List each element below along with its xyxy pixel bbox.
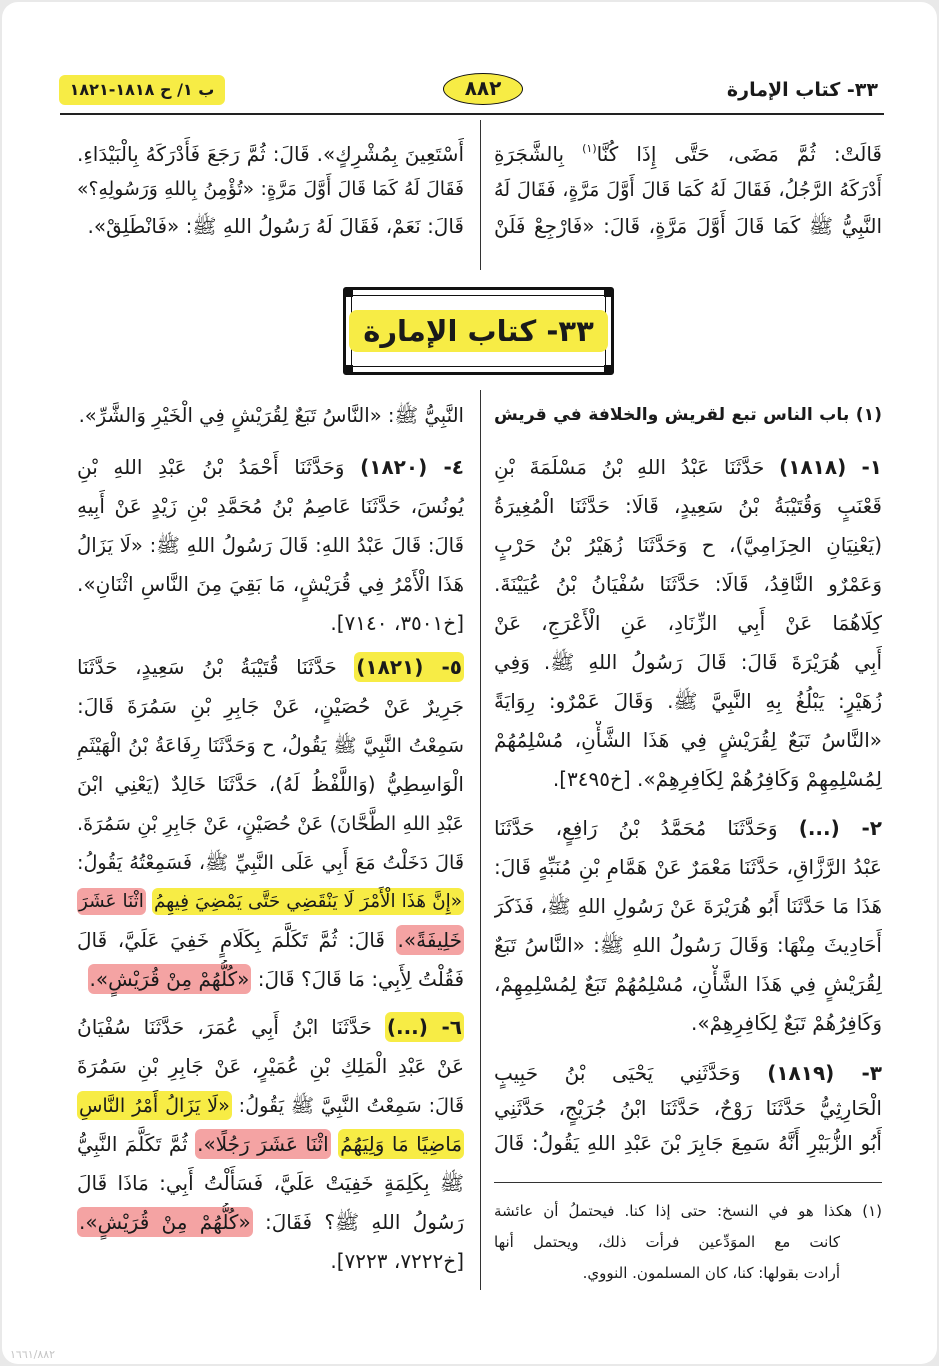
- text-line: [77, 648, 464, 687]
- text-line: لِمُسْلِمِهِمْ وَكَافِرُهُمْ لِكَافِرِهِمْ». [خ٣٤٩٥].: [552, 767, 882, 791]
- book-title-frame: [343, 287, 614, 375]
- text-line: [494, 448, 882, 487]
- text-line: أَحَادِيثَ مِنْهَا: وَقَالَ رَسُولُ اللهِ ﷺ: «النَّاسُ تَبَعٌ: [494, 933, 882, 957]
- highlight-pink: اثْنَا عَشَرَ: [77, 888, 146, 915]
- footnote-line: كانت مع الموَدِّعين فرأت ذلك، ويحتمل أنها: [494, 1233, 840, 1251]
- hadith-number: ٢- (...): [798, 816, 882, 840]
- text-line: قَالَ دَخَلْتُ مَعَ أَبِي عَلَى النَّبِيِّ ﷺ، فَسَمِعْتُهُ يَقُولُ:: [77, 851, 464, 874]
- highlight-pink: «كُلُّهُمْ مِنْ قُرَيْشٍ».: [77, 1207, 253, 1237]
- text-line: سَمِعْتُ النَّبِيَّ ﷺ يَقُولُ، ح وَحَدَّثَنَا رِفَاعَةُ بْنُ الْهَيْثَمِ: [77, 734, 464, 757]
- text-line: [خ٧٢٢٢، ٧٢٢٣].: [330, 1249, 464, 1273]
- text-line: الْحَارِثِيُّ حَدَّثَنَا رَوْحٌ، حَدَّثَنَا ابْنُ جُرَيْجٍ، حَدَّثَنِي: [494, 1096, 882, 1120]
- text-segment: حَدَّثَنَا قُتَيْبَةُ بْنُ سَعِيدٍ، حَدَّثَنَا: [77, 655, 337, 679]
- column-divider: [480, 390, 481, 1290]
- text-line: جَرِيرٌ عَنْ حُصَيْنٍ، عَنْ جَابِرِ بْنِ سَمُرَةَ قَالَ:: [77, 694, 464, 718]
- text-line: [77, 960, 464, 999]
- footnote-marker: (١): [582, 142, 597, 155]
- scan-footer-label: ١٦٦١/٨٨٢: [10, 1348, 56, 1361]
- footnote: [494, 1196, 882, 1289]
- page-number: ٨٨٢: [443, 73, 523, 105]
- text-segment: قَالَ: سَمِعْتُ النَّبِيَّ ﷺ يَقُولُ:: [238, 1094, 464, 1117]
- text-line: عَنْ عَبْدِ الْمَلِكِ بْنِ عُمَيْرٍ، عَنْ جَابِرِ بْنِ سَمُرَةَ: [77, 1054, 464, 1078]
- text-line: فَقَالَ لَهُ كَمَا قَالَ أَوَّلَ مَرَّةٍ: «تُؤْمِنُ بِاللهِ وَرَسُولِهِ؟»: [77, 179, 464, 200]
- top-left-continuation: [77, 136, 464, 244]
- hadith-number: ٤- (١٨٢٠): [360, 455, 464, 479]
- book-title: ٣٣- كتاب الإمارة: [349, 310, 608, 352]
- hadith-number: ١- (١٨١٨): [779, 455, 882, 479]
- text-line: وَكَافِرُهُمْ تَبَعٌ لِكَافِرِهِمْ».: [691, 1011, 882, 1035]
- header-rule: [60, 113, 884, 115]
- hadith-number-highlighted: ٦- (...): [385, 1012, 464, 1042]
- top-right-continuation: [494, 136, 882, 244]
- text-line: [494, 1056, 882, 1091]
- hadith-3: [494, 1056, 882, 1161]
- column-divider-top: [480, 120, 481, 270]
- text-line: النَّبِيُّ ﷺ كَمَا قَالَ أَوَّلَ مَرَّةٍ، قَالَ: «فَارْجِعْ فَلَنْ: [494, 214, 882, 238]
- text-line: لِقُرَيْشٍ فِي هَذَا الشَّأْنِ، مُسْلِمُهُمْ تَبَعٌ لِمُسْلِمِهِمْ،: [494, 972, 882, 996]
- text-line: (يَعْنِيَانِ الحِزَامِيَّ)، ح وَحَدَّثَنَا زُهَيْرُ بْنُ حَرْبٍ: [494, 533, 882, 557]
- text-line: قَعْنَبٍ وَقُتَيْبَةُ بْنُ سَعِيدٍ، قَالَا: حَدَّثَنَا الْمُغِيرَةُ: [494, 494, 882, 518]
- text-line: زُهَيْرٍ: يَبْلُغُ بِهِ النَّبِيَّ ﷺ. وَقَالَ عَمْرٌو: رِوَايَةً: [494, 689, 882, 713]
- text-line: [77, 1203, 464, 1242]
- text-line: هَذَا الْأَمْرُ فِي قُرَيْشٍ، مَا بَقِيَ مِنَ النَّاسِ اثْنَانِ».: [77, 572, 464, 596]
- text-line: «النَّاسُ تَبَعٌ لِقُرَيْشٍ فِي هَذَا الشَّأْنِ، مُسْلِمُهُمْ: [494, 728, 882, 752]
- text-line: هَذَا مَا حَدَّثَنَا أَبُو هُرَيْرَةَ عَنْ رَسُولِ اللهِ ﷺ، فَذَكَرَ: [494, 895, 882, 918]
- highlight-yellow: مَاضِيًا مَا وَلِيَهُمُ: [338, 1129, 464, 1159]
- hadith-4: [77, 448, 464, 643]
- text-line: النَّبِيُّ ﷺ: «النَّاسُ تَبَعٌ لِقُرَيْشٍ فِي الْخَيْرِ وَالشَّرِّ».: [78, 404, 464, 427]
- text-segment: ثُمَّ تَكَلَّمَ النَّبِيُّ: [77, 1132, 188, 1156]
- text-line: [77, 448, 464, 487]
- text-segment: وَحَدَّثَنَا مُحَمَّدُ بْنُ رَافِعٍ، حَدَّثَنَا: [494, 816, 778, 840]
- footnote-line: (١) هكذا هو في النسخ: حتى إذا كنا. فيحتملُ أن عائشة: [494, 1202, 882, 1220]
- highlight-yellow: «إِنَّ هَذَا الْأَمْرَ لَا يَنْقَضِي حَتَّى يَمْضِيَ فِيهِمُ: [152, 888, 464, 915]
- text-line: أَسْتَعِينَ بِمُشْرِكٍ». قَالَ: ثُمَّ رَجَعَ فَأَدْرَكَهُ بِالْبَيْدَاءِ.: [77, 142, 464, 166]
- footnote-line: أرادت بقولها: كنا، كان المسلمون. النووي.: [582, 1264, 840, 1282]
- hadith-2: [494, 809, 882, 1043]
- text-line: عَبْدُ الرَّزَّاقِ، حَدَّثَنَا مَعْمَرٌ عَنْ هَمَّامِ بْنِ مُنَبِّهٍ قَالَ:: [494, 855, 882, 879]
- running-header-chapter: ٣٣- كتاب الإمارة: [726, 79, 878, 101]
- text-segment: بِالشَّجَرَةِ: [494, 142, 565, 166]
- text-line: عَبْدِ اللهِ الطَّحَّانَ) عَنْ حُصَيْنٍ، عَنْ جَابِرِ بْنِ سَمُرَةَ.: [77, 812, 464, 835]
- highlight-pink: «كُلُّهُمْ مِنْ قُرَيْشٍ».: [88, 964, 252, 994]
- text-line: وَعَمْرٌو النَّاقِدُ، قَالَا: حَدَّثَنَا سُفْيَانُ بْنُ عُيَيْنَةَ.: [494, 572, 882, 596]
- text-line: [494, 809, 882, 848]
- text-line: [494, 136, 882, 172]
- text-line: كِلَاهُمَا عَنْ أَبِي الزِّنَادِ، عَنِ الْأَعْرَجِ، عَنْ: [494, 611, 882, 635]
- hadith-1: [494, 448, 882, 799]
- highlight-pink: خَلِيفَةً».: [396, 925, 464, 955]
- text-line: أَبُو الزُّبَيْرِ أَنَّهُ سَمِعَ جَابِرَ بْنَ عَبْدِ اللهِ يَقُولُ: قَالَ: [494, 1131, 882, 1155]
- text-segment: قَالَتْ: ثُمَّ مَضَى، حَتَّى إِذَا كُنَّا: [596, 142, 882, 166]
- book-page: [2, 2, 937, 1364]
- running-header-reference: ب ١/ ح ١٨١٨-١٨٢١: [59, 75, 225, 105]
- text-line: [خ٣٥٠١، ٧١٤٠].: [330, 611, 464, 635]
- text-line: يُونُسَ، حَدَّثَنَا عَاصِمُ بْنُ مُحَمَّدِ بْنِ زَيْدٍ عَنْ أَبِيهِ: [77, 494, 464, 518]
- text-segment: حَدَّثَنَا ابْنُ أَبِي عُمَرَ، حَدَّثَنَا سُفْيَانُ: [77, 1015, 372, 1039]
- text-line: ﷺ بِكَلِمَةٍ خَفِيَتْ عَلَيَّ، فَسَأَلْتُ أَبِي: مَاذَا قَالَ: [77, 1171, 464, 1195]
- text-line: أَبِي هُرَيْرَةَ قَالَ: قَالَ رَسُولُ اللهِ ﷺ. وَفِي: [494, 650, 882, 674]
- text-segment: قَالَ: ثُمَّ تَكَلَّمَ بِكَلَامٍ خَفِيَ عَلَيَّ، قَالَ: [77, 928, 385, 952]
- text-line: أَدْرَكَهُ الرَّجُلُ، فَقَالَ لَهُ كَمَا قَالَ أَوَّلَ مَرَّةٍ، فَقَالَ لَهُ: [494, 178, 882, 201]
- text-line: قَالَ: نَعَمْ، فَقَالَ لَهُ رَسُولُ اللهِ ﷺ: «فَانْطَلِقْ».: [87, 214, 464, 238]
- footnote-rule: [494, 1182, 882, 1183]
- hadith-5: [77, 648, 464, 999]
- text-line: [77, 1125, 464, 1164]
- text-line: [77, 882, 464, 921]
- hadith-number-highlighted: ٥- (١٨٢١): [354, 652, 464, 682]
- text-segment: وَحَدَّثَنِي يَحْيَى بْنُ حَبِيبٍ: [494, 1061, 741, 1085]
- text-segment: وَحَدَّثَنَا أَحْمَدُ بْنُ عَبْدِ اللهِ بْنِ: [77, 455, 345, 479]
- hadith-3-continuation: [77, 396, 464, 435]
- chapter-heading-block: [494, 396, 882, 435]
- text-segment: رَسُولُ اللهِ ﷺ؟ فَقَالَ:: [265, 1210, 464, 1234]
- text-line: [77, 921, 464, 960]
- text-line: [77, 1008, 464, 1047]
- hadith-6: [77, 1008, 464, 1281]
- highlight-yellow: «لَا يَزَالُ أَمْرُ النَّاسِ: [77, 1091, 232, 1120]
- book-title-inner: [351, 295, 606, 367]
- highlight-pink: اثْنَا عَشَرَ رَجُلًا».: [195, 1129, 331, 1159]
- text-line: قَالَ: قَالَ عَبْدُ اللهِ: قَالَ رَسُولُ اللهِ ﷺ: «لَا يَزَالُ: [77, 534, 464, 557]
- chapter-heading: (١) باب الناس تبع لقريش والخلافة في قريش: [494, 405, 882, 425]
- text-line: الْوَاسِطِيُّ (وَاللَّفْظُ لَهُ)، حَدَّثَنَا خَالِدٌ (يَعْنِي ابْنَ: [77, 772, 464, 796]
- hadith-number: ٣- (١٨١٩): [767, 1061, 882, 1085]
- text-segment: حَدَّثَنَا عَبْدُ اللهِ بْنُ مَسْلَمَةَ بْنِ: [494, 455, 765, 479]
- text-segment: فَقُلْتُ لِأَبِي: مَا قَالَ؟ قَالَ:: [257, 967, 464, 991]
- text-line: [77, 1086, 464, 1125]
